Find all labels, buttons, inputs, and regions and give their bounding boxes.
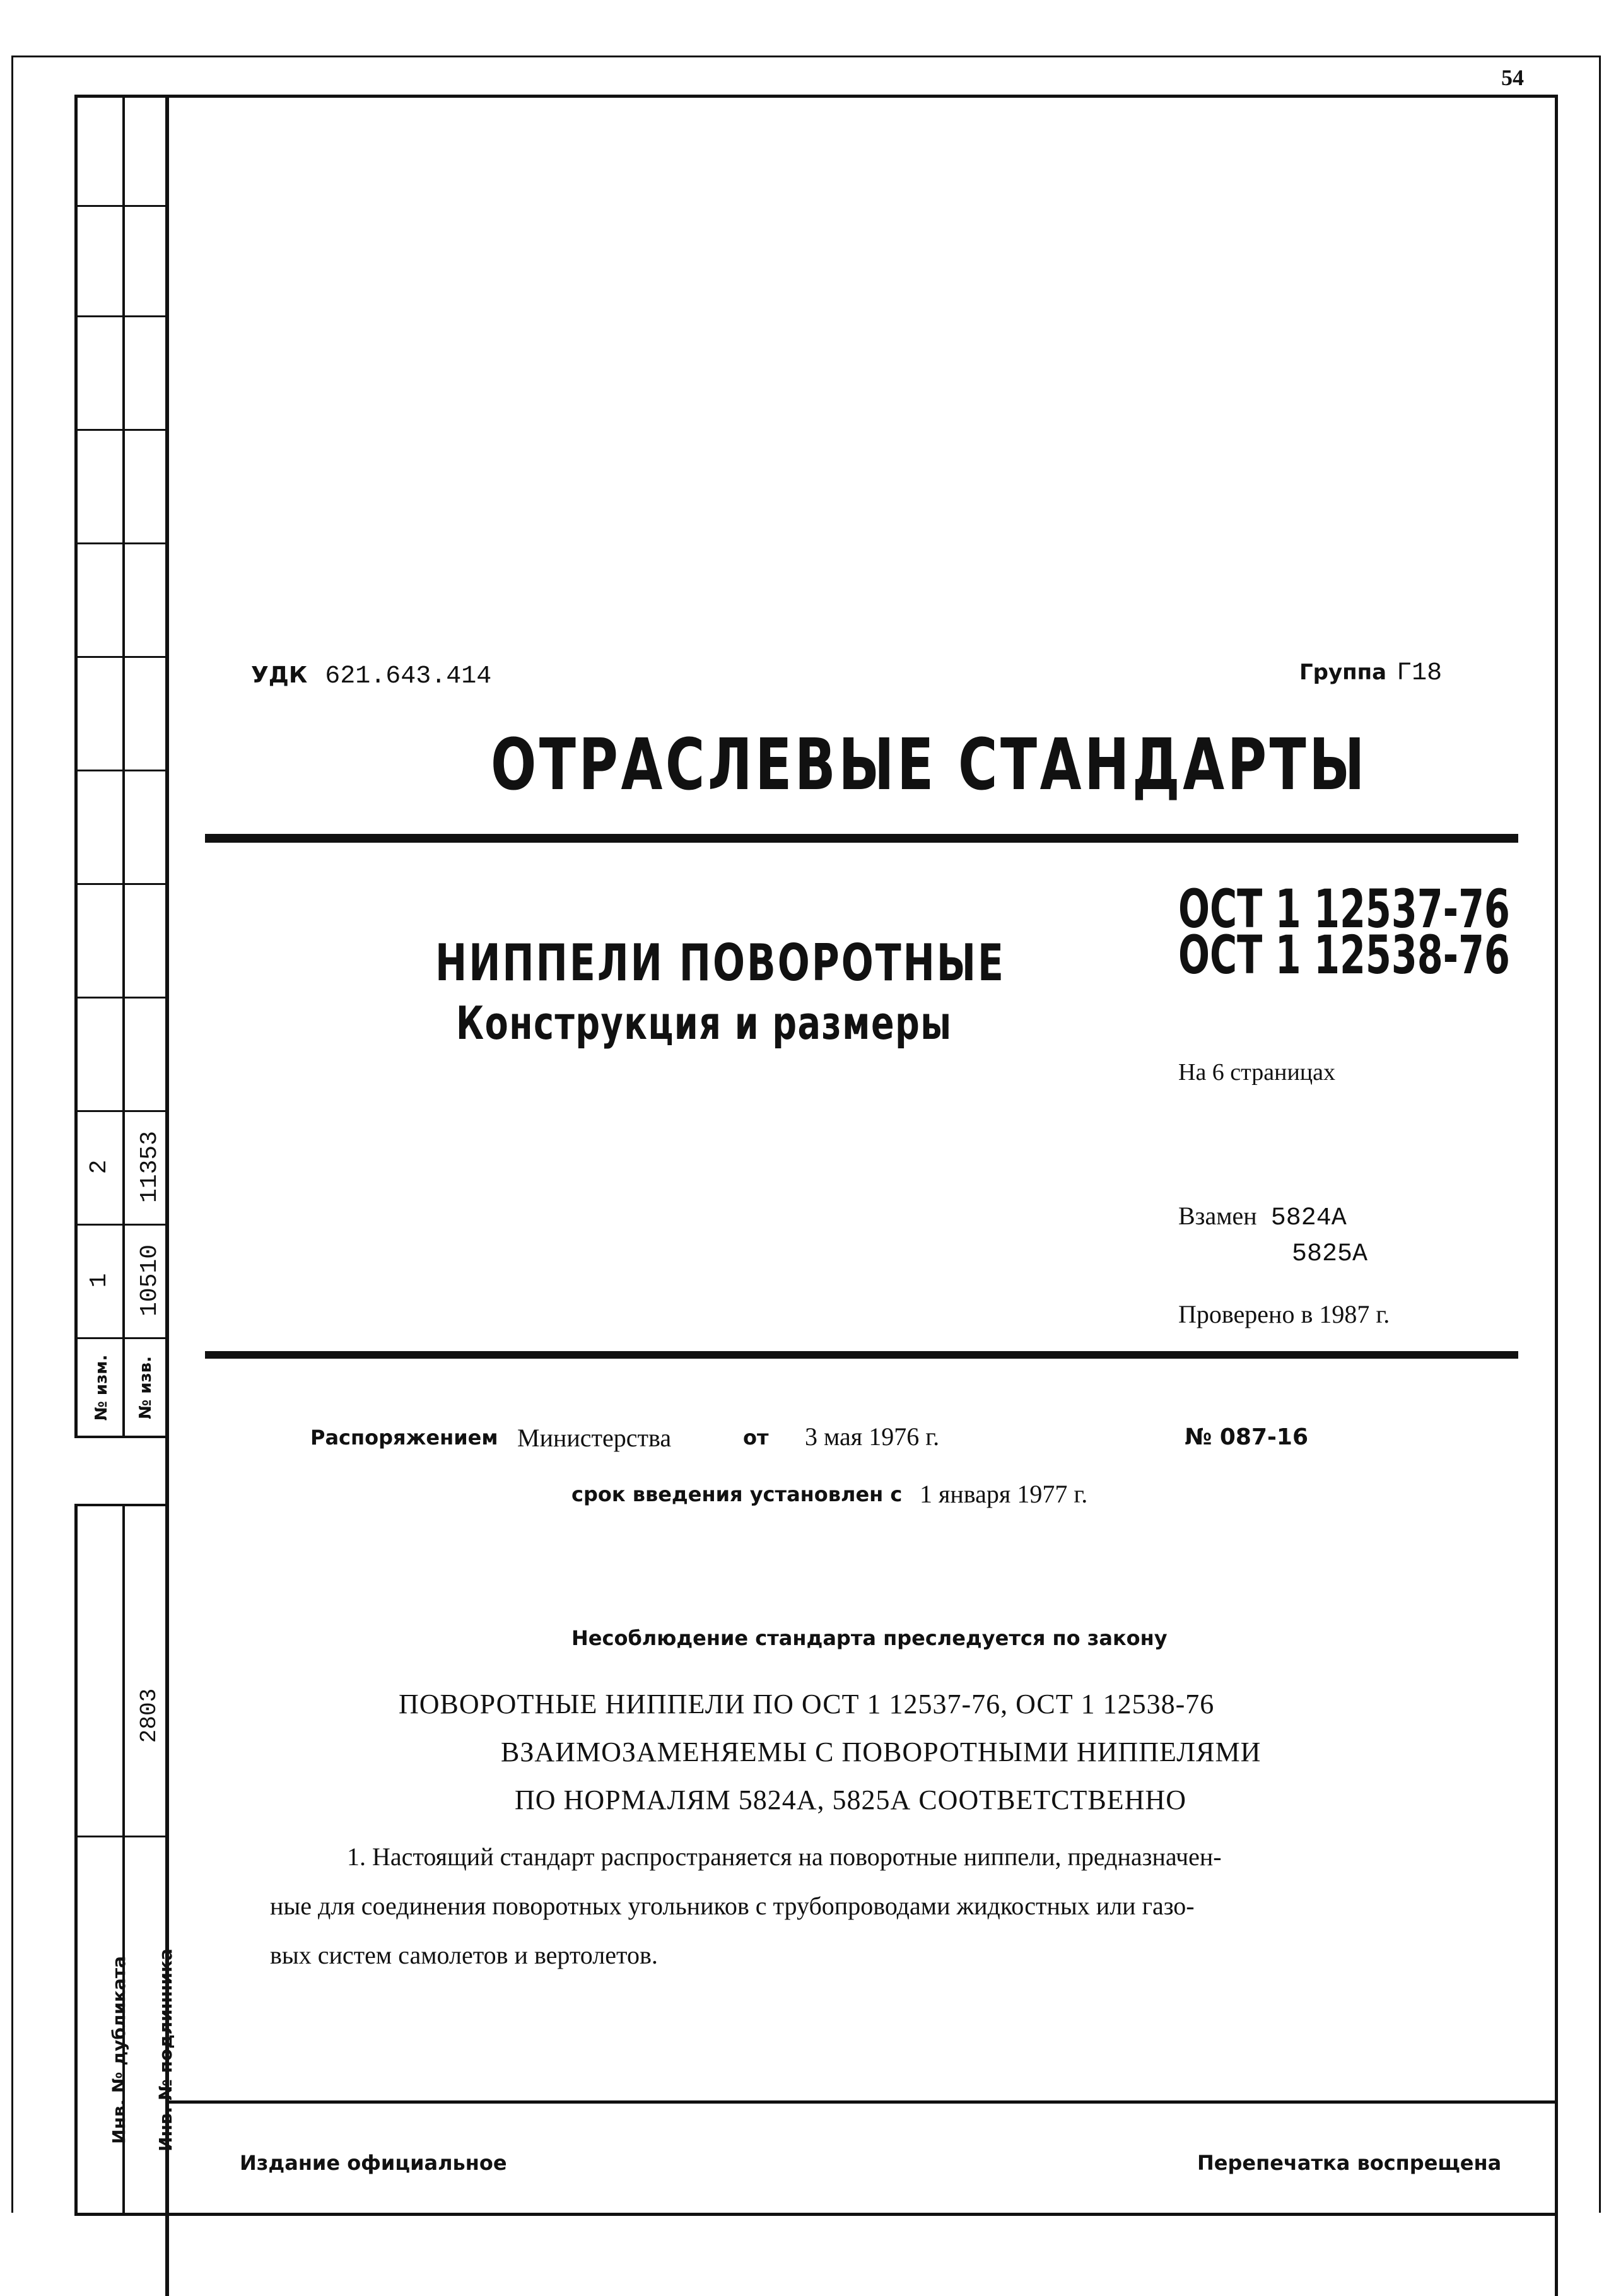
inventory-value: 2803	[136, 1688, 162, 1743]
outer-border-top	[11, 56, 1601, 57]
standard-title: НИППЕЛИ ПОВОРОТНЫЕ	[435, 934, 1006, 992]
frame-bottom	[74, 2213, 1558, 2216]
standard-code-1: ОСТ 1 12537-76	[1178, 878, 1510, 940]
paragraph-line-3: вых систем самолетов и вертолетов.	[270, 1941, 658, 1969]
frame-right	[1555, 95, 1558, 2296]
paragraph-line-1: 1. Настоящий стандарт распространяется на поворотные ниппели, предназначен-	[347, 1842, 1222, 1871]
interchange-line-3: ПО НОРМАЛЯМ 5824А, 5825А СООТВЕТСТВЕННО	[515, 1784, 1186, 1815]
standard-subtitle: Конструкция и размеры	[456, 997, 952, 1050]
order-from: от	[743, 1426, 769, 1450]
page-number: 54	[1501, 65, 1524, 90]
udk-value: 621.643.414	[325, 662, 492, 691]
group-label: Группа	[1299, 660, 1387, 685]
checked-line: Проверено в 1987 г.	[1178, 1300, 1390, 1328]
outer-border-right	[1599, 56, 1601, 2213]
label-duplicate-inventory: Инв. № дубликата	[108, 1956, 129, 2144]
notice-number-10510: 10510	[136, 1244, 163, 1317]
group-value: Г18	[1396, 659, 1443, 688]
interchange-line-1: ПОВОРОТНЫЕ НИППЕЛИ ПО ОСТ 1 12537-76, ОСТ 1 12538-76	[399, 1689, 1215, 1719]
notice-number-11353: 11353	[136, 1130, 163, 1204]
footer-reprint-prohibited: Перепечатка воспрещена	[1197, 2151, 1502, 2175]
order-number: № 087-16	[1185, 1424, 1309, 1450]
udk-line	[251, 659, 491, 691]
main-title: ОТРАСЛЕВЫЕ СТАНДАРТЫ	[491, 724, 1368, 806]
effective-date: 1 января 1977 г.	[920, 1480, 1088, 1508]
paragraph-line-2: ные для соединения поворотных угольников с трубопроводами жидкостных или газо-	[270, 1892, 1195, 1920]
footer-official-edition: Издание официальное	[240, 2151, 507, 2175]
interchange-line-2: ВЗАИМОЗАМЕНЯЕМЫ С ПОВОРОТНЫМИ НИППЕЛЯМИ	[501, 1737, 1262, 1767]
standard-code-2: ОСТ 1 12538-76	[1178, 924, 1510, 986]
replaces-label: Взамен	[1178, 1202, 1257, 1230]
thick-rule-top	[205, 834, 1518, 843]
thick-rule-bottom	[205, 1351, 1518, 1359]
replaces	[1178, 1201, 1347, 1233]
replaces-2: 5825А	[1292, 1240, 1368, 1268]
change-number-2: 2	[86, 1159, 113, 1174]
order-ministry: Министерства	[517, 1424, 672, 1452]
frame-bottom-band	[165, 2100, 1558, 2104]
replaces-1: 5824А	[1270, 1204, 1347, 1233]
legal-notice: Несоблюдение стандарта преследуется по закону	[571, 1626, 1168, 1650]
order-label: Распоряжением	[310, 1426, 498, 1450]
effective-label: срок введения установлен с	[571, 1482, 903, 1506]
pages-count: На 6 страницах	[1178, 1059, 1335, 1086]
group-line	[1299, 659, 1442, 688]
label-notice-number: № изв.	[136, 1356, 155, 1419]
label-original-inventory: Инв. № подлинника	[155, 1948, 176, 2152]
label-change-number: № изм.	[92, 1354, 111, 1421]
udk-label: УДК	[251, 662, 308, 688]
order-date: 3 мая 1976 г.	[805, 1422, 940, 1451]
change-number-1: 1	[86, 1273, 113, 1288]
outer-border-left	[11, 56, 13, 2213]
frame-top	[74, 95, 1558, 98]
